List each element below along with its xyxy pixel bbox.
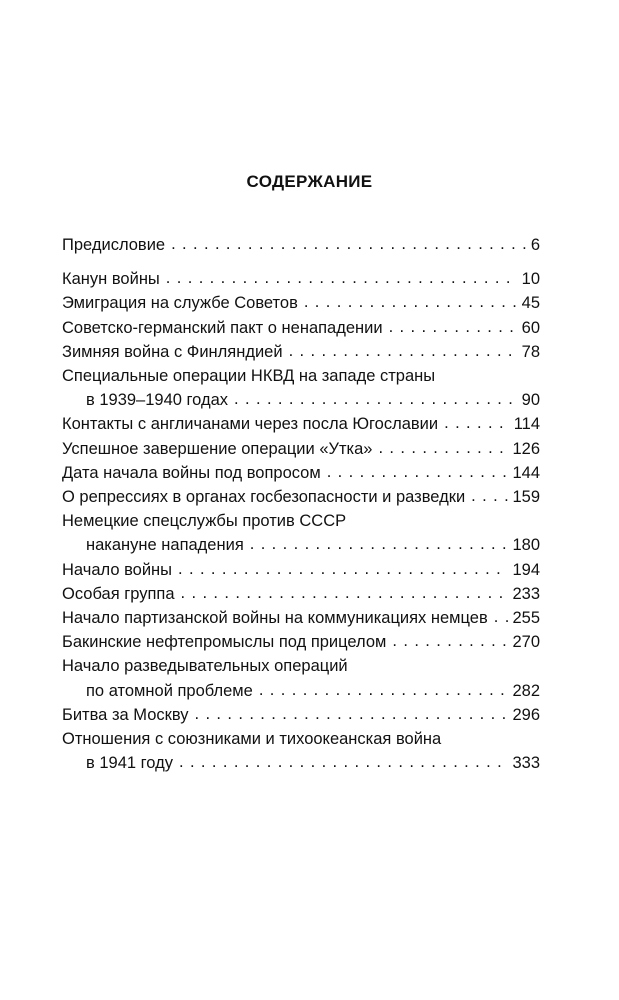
- toc-page-number: 194: [512, 560, 540, 579]
- toc-entry: [62, 340, 540, 364]
- toc-entry: [62, 630, 540, 654]
- dot-leader: [378, 436, 508, 460]
- toc-entry: [62, 233, 540, 257]
- dot-leader: [392, 629, 508, 653]
- toc-page-number: 333: [512, 754, 540, 773]
- dot-leader: [234, 387, 518, 411]
- page-title: СОДЕРЖАНИЕ: [246, 172, 373, 191]
- dot-leader: [289, 339, 518, 363]
- toc-page-number: 60: [521, 318, 540, 337]
- toc-entry-title: Начало партизанской войны на коммуникациях немцев: [62, 609, 488, 628]
- toc-entry: [62, 291, 540, 315]
- toc-entry-title-line: Специальные операции НКВД на западе страны: [62, 367, 436, 386]
- toc-entry-title: в 1939–1940 годах: [86, 391, 229, 410]
- toc-page-number: 78: [521, 342, 540, 361]
- dot-leader: [250, 532, 509, 556]
- dot-leader: [327, 460, 509, 484]
- toc-entry-title: накануне нападения: [86, 536, 244, 555]
- toc-entry-title: Бакинские нефтепромыслы под прицелом: [62, 633, 387, 652]
- toc-entry-title: Канун войны: [62, 270, 160, 289]
- dot-leader: [171, 232, 527, 256]
- toc-page-number: 296: [512, 705, 540, 724]
- dot-leader: [471, 484, 508, 508]
- toc-page-number: 90: [521, 391, 540, 410]
- toc-entry-title: в 1941 году: [86, 754, 173, 773]
- toc-page-number: 45: [521, 294, 540, 313]
- toc-entry: [62, 679, 540, 703]
- dot-leader: [178, 557, 508, 581]
- toc-page-number: 255: [512, 609, 540, 628]
- toc-entry-title: Особая группа: [62, 584, 175, 603]
- dot-leader: [166, 266, 518, 290]
- dot-leader: [195, 702, 509, 726]
- toc-page-number: 6: [530, 236, 540, 254]
- toc-entry: [62, 533, 540, 557]
- toc-entry-title: Зимняя война с Финляндией: [62, 342, 283, 361]
- toc-entry-title: Предисловие: [62, 236, 166, 254]
- toc-entry-title-line: Начало разведывательных операций: [62, 657, 348, 676]
- toc-entry: [62, 316, 540, 340]
- toc-entry-title-line: Немецкие спецслужбы против СССР: [62, 512, 347, 531]
- dot-leader: [179, 750, 508, 774]
- dot-leader: [444, 411, 510, 435]
- toc-entry: [62, 751, 540, 775]
- dot-leader: [389, 315, 518, 339]
- table-of-contents: [62, 233, 540, 775]
- toc-page-number: 10: [521, 270, 540, 289]
- dot-leader: [494, 605, 509, 629]
- toc-entry-title: Успешное завершение операции «Утка»: [62, 439, 373, 458]
- toc-entry: [62, 388, 540, 412]
- toc-entry-title: Эмиграция на службе Советов: [62, 294, 298, 313]
- dot-leader: [181, 581, 509, 605]
- toc-page-number: 180: [512, 536, 540, 555]
- toc-entry-title: Дата начала войны под вопросом: [62, 463, 321, 482]
- toc-entry-title: по атомной проблеме: [86, 681, 253, 700]
- toc-entry: [62, 703, 540, 727]
- dot-leader: [304, 290, 518, 314]
- toc-entry-title-line: Отношения с союзниками и тихоокеанская война: [62, 730, 442, 749]
- toc-entry: [62, 606, 540, 630]
- toc-page-number: 282: [512, 681, 540, 700]
- toc-entry-title: Битва за Москву: [62, 705, 189, 724]
- toc-page-number: 159: [512, 488, 540, 507]
- toc-entry: [62, 437, 540, 461]
- toc-entry: [62, 267, 540, 291]
- toc-entry: [62, 582, 540, 606]
- toc-entry-title: Начало войны: [62, 560, 173, 579]
- toc-entry-title: Советско-германский пакт о ненападении: [62, 318, 383, 337]
- toc-page-number: 144: [512, 463, 540, 482]
- toc-entry: [62, 412, 540, 436]
- toc-page-number: 114: [513, 415, 540, 434]
- toc-page-number: 126: [512, 439, 540, 458]
- toc-entry: [62, 461, 540, 485]
- toc-entry: [62, 485, 540, 509]
- toc-page-number: 233: [512, 584, 540, 603]
- toc-page-number: 270: [512, 633, 540, 652]
- toc-entry-title: Контакты с англичанами через посла Югославии: [62, 415, 439, 434]
- toc-entry-title: О репрессиях в органах госбезопасности и разведки: [62, 488, 466, 507]
- toc-entry: [62, 558, 540, 582]
- dot-leader: [259, 678, 509, 702]
